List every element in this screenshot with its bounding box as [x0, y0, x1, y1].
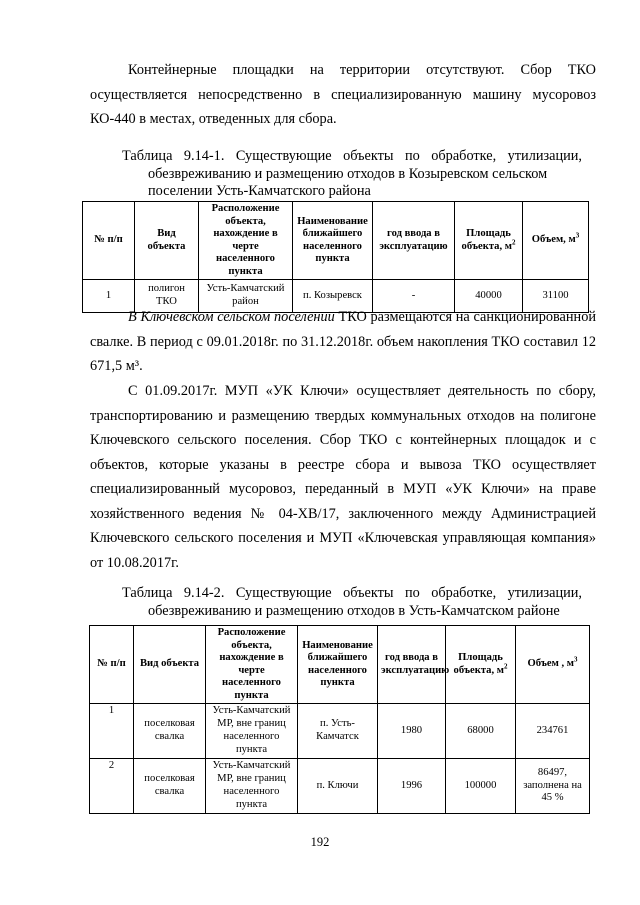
table1-header-year: год ввода в эксплуатацию [373, 202, 455, 280]
uk-kluchi-paragraph: С 01.09.2017г. МУП «УК Ключи» осуществляет деятельность по сбору, транспортированию и размещению твердых коммунальных отходов на полигоне Ключевского сельского поселения. Сбор ТКО с контейнерных площадок и с объектов, которые указаны в реестре сбора и вывоза ТКО осуществляет специализированный мусоровоз, переданный в МУП «УК Ключи» на праве хозяйственного ведения № 04-ХВ/17, заключенного между Администрацией Ключевского сельского поселения и МУП «Ключевская управляющая компания» от 10.08.2017г. [90, 383, 596, 571]
table2-cell-type: поселковая свалка [134, 704, 206, 759]
table-row [90, 759, 590, 814]
table1-cell-location: Усть-Камчатский район [199, 280, 293, 313]
page-number: 192 [310, 835, 330, 849]
table2-cell-year: 1980 [378, 704, 446, 759]
table1-header-settlement: Наименование ближайшего населенного пункта [293, 202, 373, 280]
table2-cell-location: Усть-Камчатский МР, вне границ населенного пункта [206, 704, 298, 759]
table2-cell-volume: 86497, заполнена на 45 % [516, 759, 590, 814]
table2-cell-volume: 234761 [516, 704, 590, 759]
table1-header-type: Вид объекта [135, 202, 199, 280]
table2-caption [122, 585, 582, 620]
table1-caption [122, 148, 582, 201]
table1-cell-type: полигон ТКО [135, 280, 199, 313]
table2-cell-area: 100000 [446, 759, 516, 814]
kluchi-paragraph-rest: ТКО размещаются на санкционированной свалке. В период с 09.01.2018г. по 31.12.2018г. объем накопления ТКО составил 12 671,5 м³. [90, 309, 596, 374]
table2-caption-line1: Таблица 9.14-2. Существующие объекты по обработке, утилизации, [122, 585, 582, 601]
table2-header-year: год ввода в эксплуатацию [378, 626, 446, 704]
table2-cell-num: 1 [90, 704, 134, 759]
kluchi-paragraph-italic: В Ключевском сельском поселении [128, 309, 335, 325]
table-row [90, 704, 590, 759]
table1-header-row [83, 202, 589, 280]
table2-cell-year: 1996 [378, 759, 446, 814]
table2-cell-type: поселковая свалка [134, 759, 206, 814]
table1-cell-year: - [373, 280, 455, 313]
table1-header-location: Расположение объекта, нахождение в черте населенного пункта [199, 202, 293, 280]
table2-header-type: Вид объекта [134, 626, 206, 704]
table2-header-location: Расположение объекта, нахождение в черте населенного пункта [206, 626, 298, 704]
table1 [82, 201, 589, 313]
table2-header-area: Площадь объекта, $м^2$ [446, 626, 516, 704]
intro-paragraph: Контейнерные площадки на территории отсутствуют. Сбор ТКО осуществляется непосредственно в специализированную машину мусоровоз КО-440 в местах, отведенных для сбора. [90, 62, 596, 127]
table2-header-settlement: Наименование ближайшего населенного пункта [298, 626, 378, 704]
table1-caption-line2: обезвреживанию и размещению отходов в Козыревском сельском [148, 165, 548, 182]
table1-cell-volume: 31100 [523, 280, 589, 313]
table2-cell-settlement: п. Усть-Камчатск [298, 704, 378, 759]
table1-cell-settlement: п. Козыревск [293, 280, 373, 313]
table2-caption-line2: обезвреживанию и размещению отходов в Усть-Камчатском районе [148, 602, 560, 619]
table1-header-volume: Объем, $м^3$ [523, 202, 589, 280]
table2 [89, 625, 590, 814]
table1-caption-line1: Таблица 9.14-1. Существующие объекты по обработке, утилизации, [122, 148, 582, 164]
table2-header-row [90, 626, 590, 704]
table1-cell-num: 1 [83, 280, 135, 313]
kluchi-paragraph [90, 305, 596, 379]
table2-header-volume: Объем , $м^3$ [516, 626, 590, 704]
table1-header-area: Площадь объекта, $м^2$ [455, 202, 523, 280]
table2-cell-num: 2 [90, 759, 134, 814]
table2-cell-area: 68000 [446, 704, 516, 759]
table1-header-num: № п/п [83, 202, 135, 280]
table2-cell-settlement: п. Ключи [298, 759, 378, 814]
table2-cell-location: Усть-Камчатский МР, вне границ населенного пункта [206, 759, 298, 814]
table1-cell-area: 40000 [455, 280, 523, 313]
table1-caption-line3: поселении Усть-Камчатского района [148, 183, 371, 199]
table2-header-num: № п/п [90, 626, 134, 704]
